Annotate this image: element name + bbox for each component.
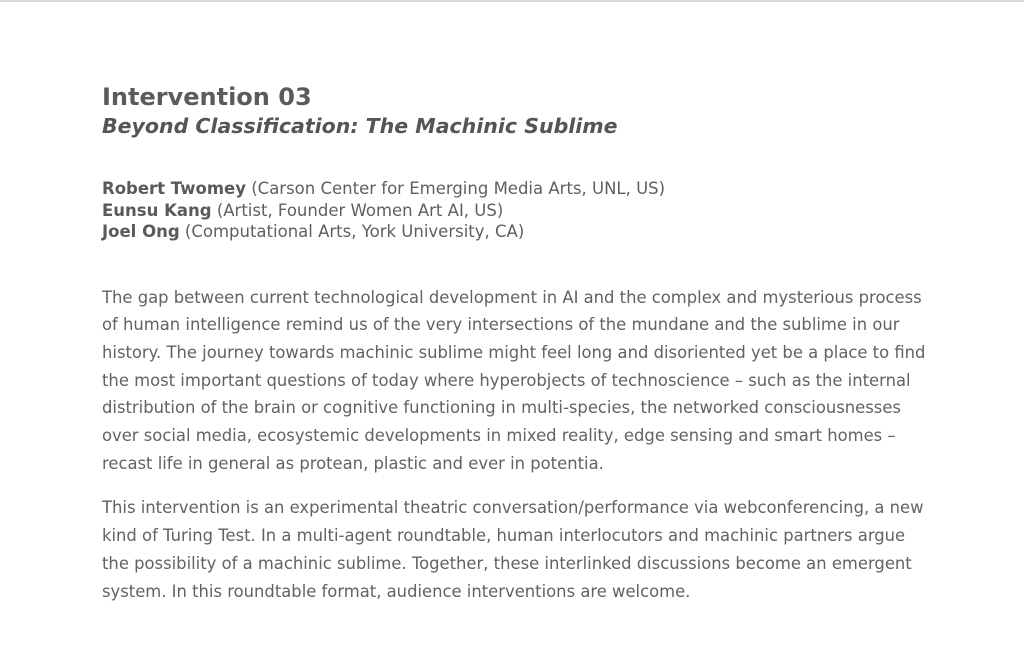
intervention-title: Intervention 03 [102,83,312,111]
description-paragraph: The gap between current technological development in AI and the complex and mysterious process of human intelligence remind us of the very intersections of the mundane and the sublime in our history. The journey towards machinic sublime might feel long and disoriented yet be a place to find the most important questions of today where hyperobjects of technoscience – such as the internal distribution of the brain or cognitive functioning in multi-species, the networked consciousnesses over social media, ecosystemic developments in mixed reality, edge sensing and smart homes – recast life in general as protean, plastic and ever in potentia. [102,287,926,473]
author-affiliation: (Artist, Founder Women Art AI, US) [216,200,504,220]
author-name: Eunsu Kang [102,200,212,220]
author-affiliation: (Computational Arts, York University, CA) [184,222,525,241]
author-line [102,200,952,222]
intervention-article [102,82,952,605]
author-name: Robert Twomey [102,179,246,198]
format-paragraph: This intervention is an experimental theatric conversation/performance via webconferencing, a new kind of Turing Test. In a multi-agent roundtable, human interlocutors and machinic partners argue the possibility of a machinic sublime. Together, these interlinked discussions become an emergent system. In this roundtable format, audience interventions are welcome. [102,498,924,601]
author-line [102,178,952,200]
author-affiliation: (Carson Center for Emerging Media Arts, UNL, US) [251,179,666,198]
top-divider [0,0,1024,2]
author-line [102,221,952,243]
intervention-subtitle: Beyond Classification: The Machinic Sublime [102,114,618,138]
author-name: Joel Ong [102,222,180,241]
author-list [102,178,952,243]
